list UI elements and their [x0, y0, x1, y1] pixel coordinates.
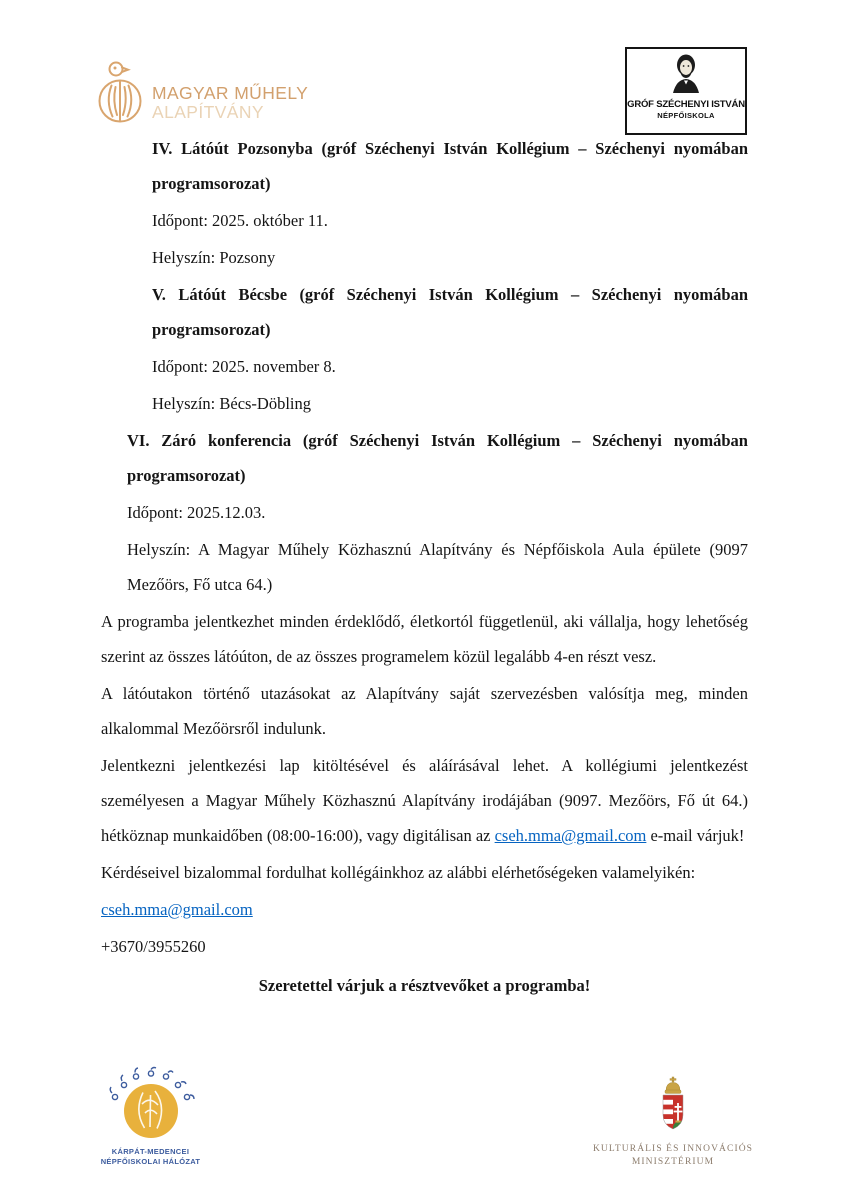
application-text-after: e-mail várjuk! — [646, 826, 745, 845]
section-iv — [101, 131, 748, 275]
szechenyi-logo-title: GRÓF SZÉCHENYI ISTVÁN — [627, 99, 745, 110]
ministry-caption-line2: MINISZTÉRIUM — [631, 1157, 715, 1167]
email-link[interactable]: cseh.mma@gmail.com — [101, 900, 253, 919]
inline-email-link[interactable]: cseh.mma@gmail.com — [494, 826, 647, 845]
ministry-caption — [588, 1143, 758, 1169]
section-vi — [101, 423, 748, 602]
section-v-date: Időpont: 2025. november 8. — [152, 357, 336, 376]
hungarian-coat-of-arms-icon — [655, 1121, 691, 1138]
section-iv-location: Helyszín: Pozsony — [152, 248, 276, 267]
paragraph-travel: A látóutakon történő utazásokat az Alapítvány saját szervezésben valósítja meg, minden alkalommal Mezőörsről indulunk. — [101, 684, 748, 738]
contact-email-line — [101, 892, 748, 927]
szechenyi-nepfoiskola-logo — [625, 47, 747, 135]
karpat-emblem-icon — [98, 1127, 204, 1144]
section-v — [101, 277, 748, 421]
karpat-caption — [93, 1147, 208, 1167]
mma-logo-name: MAGYAR MŰHELY — [152, 83, 309, 103]
section-vi-heading: VI. Záró konferencia (gróf Széchenyi István Kollégium – Széchenyi nyomában programsorozat) — [127, 431, 748, 485]
paragraph-questions: Kérdéseivel bizalommal fordulhat kollégáinkhoz az alábbi elérhetőségeken valamelyikén: — [101, 863, 696, 882]
mma-bird-icon — [97, 60, 143, 131]
karpat-medencei-logo — [93, 1066, 208, 1167]
karpat-caption-line1: KÁRPÁT-MEDENCEI — [111, 1147, 190, 1156]
section-v-heading: V. Látóút Bécsbe (gróf Széchenyi István Kollégium – Széchenyi nyomában programsorozat) — [152, 285, 748, 339]
contact-phone-line: +3670/3955260 — [101, 937, 206, 956]
szechenyi-portrait-icon — [663, 80, 709, 97]
paragraph-application — [101, 748, 748, 853]
paragraph-eligibility: A programba jelentkezhet minden érdeklődő, életkortól függetlenül, aki vállalja, hogy lehetőség szerint az összes látóúton, de az összes programelem közül legalább 4-en részt vesz. — [101, 612, 748, 666]
application-text-before: Jelentkezni jelentkezési lap kitöltésével és aláírásával lehet. A kollégiumi jelentkezést személyesen a Magyar Műhely Közhasznú Alapítvány irodájában (9097. Mezőörs, Fő út 64.) hétköznap munkaidőben (08:00-16:00), vagy digitálisan az — [101, 756, 748, 845]
szechenyi-logo-subtitle: NÉPFŐISKOLA — [657, 111, 715, 120]
mma-logo — [97, 60, 308, 131]
closing-line: Szeretettel várjuk a résztvevőket a programba! — [258, 976, 591, 995]
section-iv-date: Időpont: 2025. október 11. — [152, 211, 328, 230]
mma-logo-subname: ALAPÍTVÁNY — [152, 102, 264, 122]
karpat-caption-line2: NÉPFŐISKOLAI HÁLÓZAT — [100, 1157, 201, 1166]
section-vi-date: Időpont: 2025.12.03. — [127, 503, 266, 522]
section-vi-location: Helyszín: A Magyar Műhely Közhasznú Alapítvány és Népfőiskola Aula épülete (9097 Mezőörs, Fő utca 64.) — [127, 540, 748, 594]
section-iv-heading: IV. Látóút Pozsonyba (gróf Széchenyi István Kollégium – Széchenyi nyomában programsorozat) — [152, 139, 748, 193]
mma-logo-text — [152, 60, 308, 122]
section-v-location: Helyszín: Bécs-Döbling — [152, 394, 312, 413]
ministry-logo — [588, 1076, 758, 1169]
document-body — [101, 131, 748, 1005]
ministry-caption-line1: KULTURÁLIS ÉS INNOVÁCIÓS — [592, 1144, 754, 1154]
